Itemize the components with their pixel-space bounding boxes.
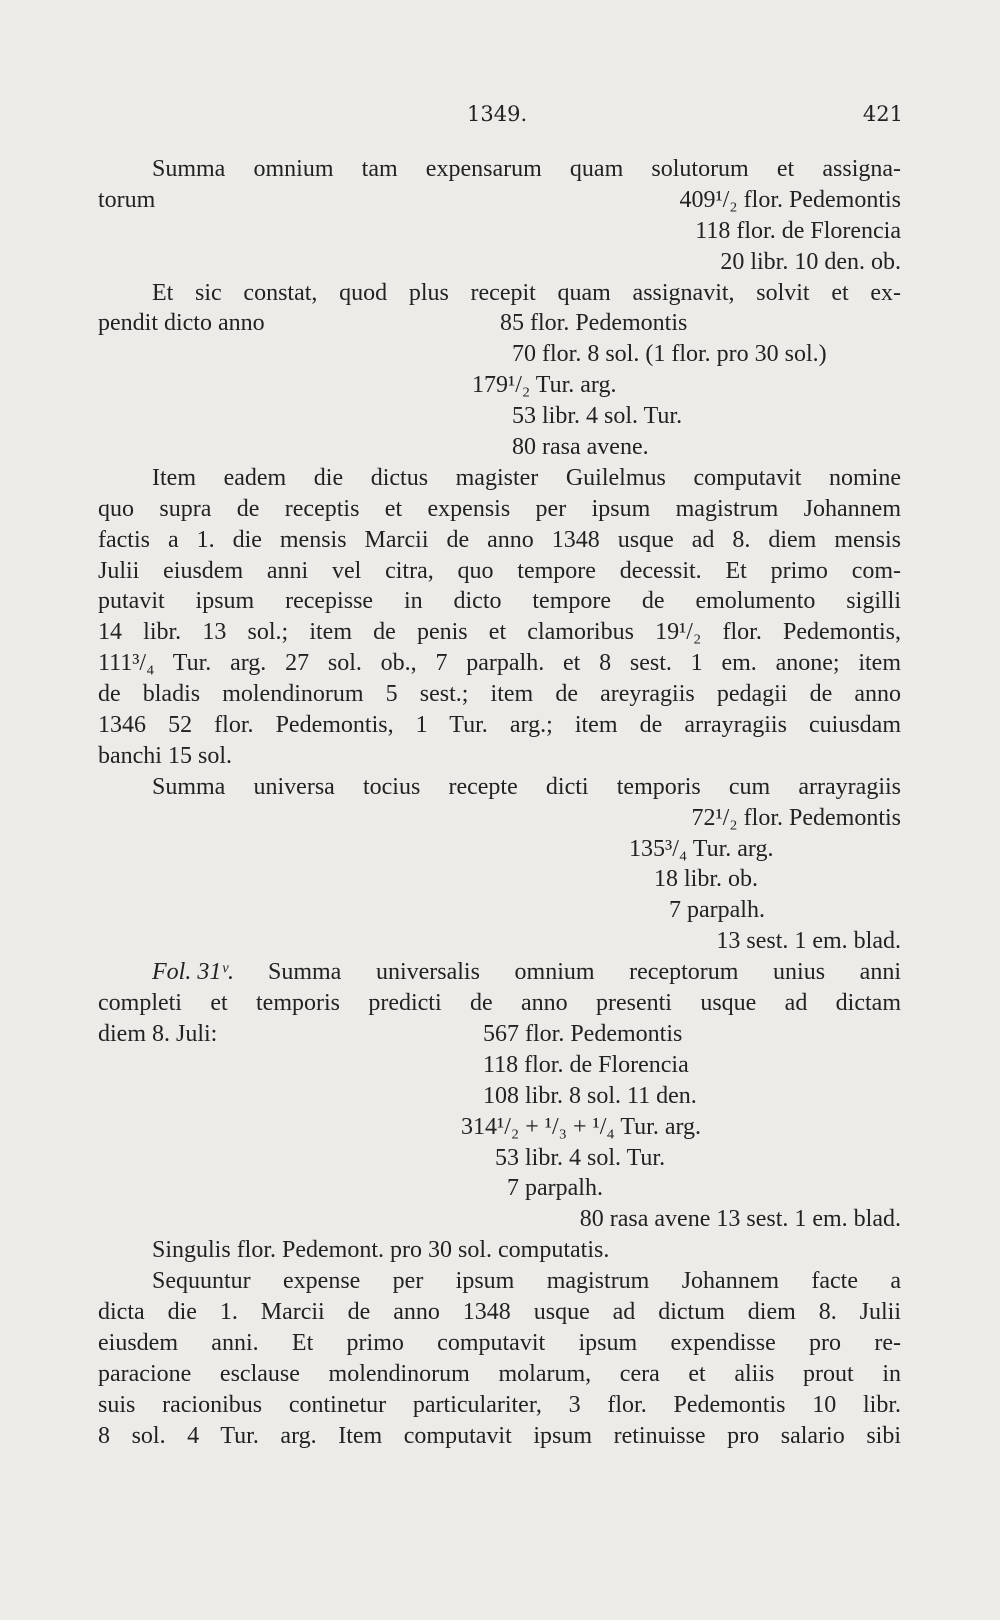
amount: 118 flor. de Florencia bbox=[483, 1051, 689, 1078]
text-line: Julii eiusdem anni vel citra, quo tempore decessit. Et primo com- bbox=[98, 557, 901, 584]
text-line-with-amount bbox=[98, 308, 901, 339]
line-text: pendit dicto anno bbox=[98, 310, 265, 337]
amount: 13 sest. 1 em. blad. bbox=[716, 928, 901, 955]
amount: 80 rasa avene 13 sest. 1 em. blad. bbox=[579, 1206, 901, 1233]
amount-line bbox=[98, 339, 901, 370]
amount-line bbox=[98, 1143, 901, 1174]
text-line: de bladis molendinorum 5 sest.; item de areyragiis pedagii de anno bbox=[98, 681, 901, 708]
text-line-folio bbox=[98, 957, 901, 988]
amount: 53 libr. 4 sol. Tur. bbox=[495, 1144, 666, 1171]
amount-line bbox=[98, 1204, 901, 1235]
amount-line bbox=[98, 216, 901, 247]
amount: 72¹/₂ flor. Pedemontis bbox=[691, 804, 901, 831]
amount-line bbox=[98, 895, 901, 926]
text-line: eiusdem anni. Et primo computavit ipsum expendisse pro re- bbox=[98, 1329, 901, 1356]
running-header bbox=[0, 102, 1000, 130]
text-line: 111³/₄ Tur. arg. 27 sol. ob., 7 parpalh. et 8 sest. 1 em. anone; item bbox=[98, 650, 901, 677]
text-line-with-amount bbox=[98, 1019, 901, 1050]
amount-line bbox=[98, 864, 901, 895]
amount: 70 flor. 8 sol. (1 flor. pro 30 sol.) bbox=[512, 341, 827, 368]
amount: 567 flor. Pedemontis bbox=[483, 1020, 683, 1047]
amount-line bbox=[98, 926, 901, 957]
amount-line bbox=[98, 432, 901, 463]
amount-line bbox=[98, 803, 901, 834]
amount-line bbox=[98, 1050, 901, 1081]
text-line: banchi 15 sol. bbox=[98, 742, 232, 769]
text-line: putavit ipsum recepisse in dicto tempore de emolumento sigilli bbox=[98, 588, 901, 615]
amount: 20 libr. 10 den. ob. bbox=[720, 248, 901, 275]
amount-line bbox=[98, 1173, 901, 1204]
amount-line bbox=[98, 834, 901, 865]
line-text: diem 8. Juli: bbox=[98, 1020, 218, 1047]
amount: 53 libr. 4 sol. Tur. bbox=[512, 403, 683, 430]
text-line: 8 sol. 4 Tur. arg. Item computavit ipsum retinuisse pro salario sibi bbox=[98, 1422, 901, 1449]
text-line: Sequuntur expense per ipsum magistrum Johannem facte a bbox=[152, 1268, 901, 1295]
amount: 18 libr. ob. bbox=[654, 866, 759, 893]
text-line: dicta die 1. Marcii de anno 1348 usque ad dictum diem 8. Julii bbox=[98, 1298, 901, 1325]
page-number: 421 bbox=[862, 102, 903, 126]
text-line: 1346 52 flor. Pedemontis, 1 Tur. arg.; item de arrayragiis cuiusdam bbox=[98, 712, 901, 739]
text-line: paracione esclause molendinorum molarum, cera et aliis prout in bbox=[98, 1360, 901, 1387]
amount: 179¹/₂ Tur. arg. bbox=[472, 372, 617, 399]
amount-line bbox=[98, 1081, 901, 1112]
text-line: completi et temporis predicti de anno presenti usque ad dictam bbox=[98, 990, 901, 1017]
amount: 7 parpalh. bbox=[507, 1175, 603, 1202]
text-line: factis a 1. die mensis Marcii de anno 1348 usque ad 8. diem mensis bbox=[98, 526, 901, 553]
text-body bbox=[98, 154, 901, 1451]
amount: 409¹/₂ flor. Pedemontis bbox=[679, 186, 901, 213]
amount: 118 flor. de Florencia bbox=[695, 217, 901, 244]
amount-line bbox=[98, 401, 901, 432]
amount: 108 libr. 8 sol. 11 den. bbox=[483, 1082, 697, 1109]
text-line: 14 libr. 13 sol.; item de penis et clamoribus 19¹/₂ flor. Pedemontis, bbox=[98, 619, 901, 646]
amount: 80 rasa avene. bbox=[512, 434, 649, 461]
text-line-with-amount bbox=[98, 185, 901, 216]
amount: 7 parpalh. bbox=[669, 897, 765, 924]
text-line: Summa omnium tam expensarum quam solutorum et assigna- bbox=[152, 156, 901, 182]
amount-line bbox=[98, 247, 901, 278]
text-line: Summa universa tocius recepte dicti temporis cum arrayragiis bbox=[152, 773, 901, 800]
header-year: 1349. bbox=[467, 102, 528, 126]
text-line: Singulis flor. Pedemont. pro 30 sol. computatis. bbox=[152, 1237, 610, 1264]
text-line: suis racionibus continetur particulariter, 3 flor. Pedemontis 10 libr. bbox=[98, 1391, 901, 1418]
amount: 135³/₄ Tur. arg. bbox=[629, 835, 774, 862]
text-line: Item eadem die dictus magister Guilelmus computavit nomine bbox=[152, 464, 901, 491]
line-text: Summa universalis omnium receptorum unius anni bbox=[268, 959, 901, 986]
amount: 85 flor. Pedemontis bbox=[500, 310, 688, 337]
amount-line bbox=[98, 1112, 901, 1143]
folio-reference: Fol. 31ᵛ. bbox=[152, 959, 235, 986]
text-line: quo supra de receptis et expensis per ipsum magistrum Johannem bbox=[98, 495, 901, 522]
amount: 314¹/₂ + ¹/₃ + ¹/₄ Tur. arg. bbox=[461, 1113, 702, 1140]
line-text: torum bbox=[98, 186, 156, 213]
text-line: Et sic constat, quod plus recepit quam assignavit, solvit et ex- bbox=[152, 279, 901, 306]
amount-line bbox=[98, 370, 901, 401]
